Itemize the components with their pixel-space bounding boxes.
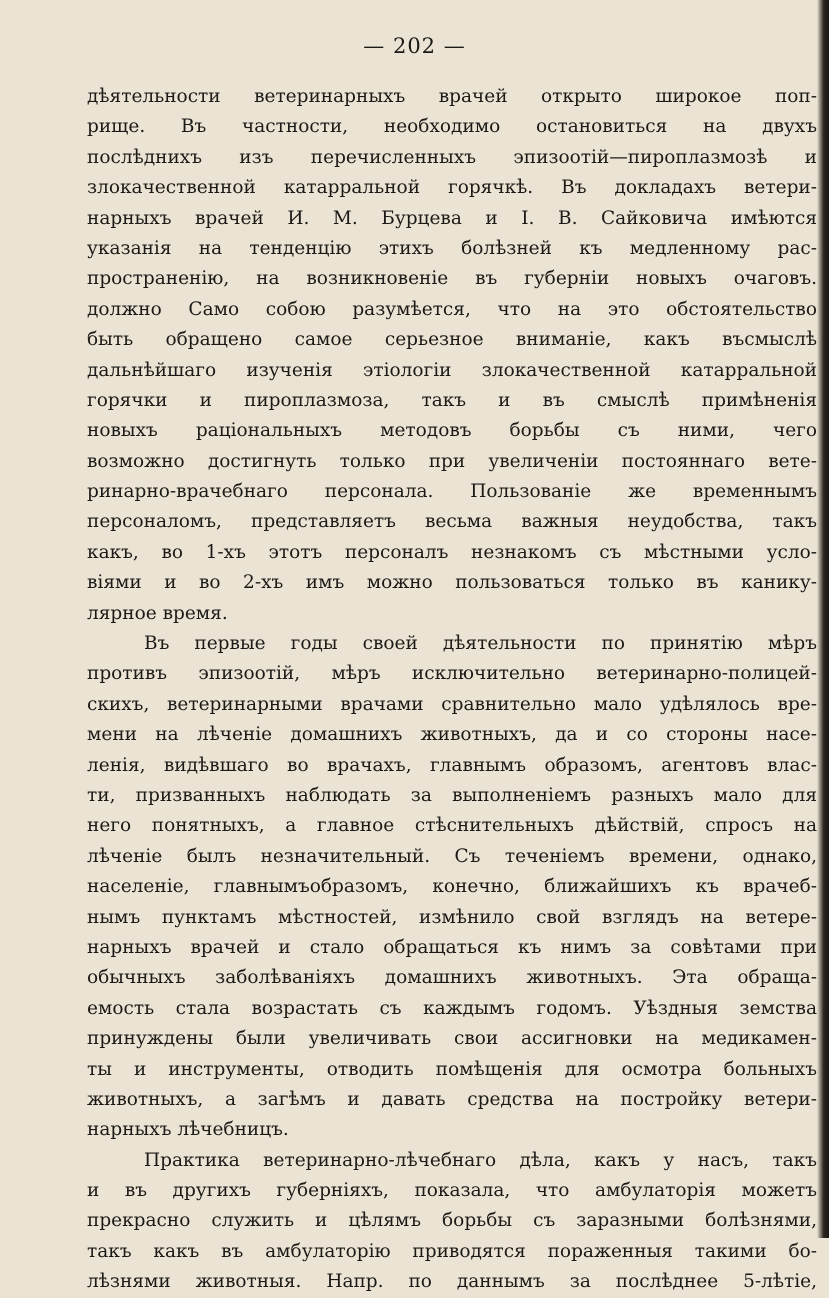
text-line: віями и во 2-хъ имъ можно пользоваться только въ канику- <box>87 572 817 594</box>
text-line: нарныхъ лѣчебницъ. <box>87 1119 289 1141</box>
text-line: лѣзнями животныя. Напр. по даннымъ за послѣднее 5-лѣтіе, <box>87 1271 817 1293</box>
text-line: емость стала возрастать съ каждымъ годомъ. Уѣздныя земства <box>87 997 817 1019</box>
text-line: противъ эпизоотій, мѣръ исключительно ветеринарно-полицей- <box>87 663 817 685</box>
text-line: ринарно-врачебнаго персонала. Пользованіе же временнымъ <box>87 481 817 503</box>
text-line: и въ другихъ губерніяхъ, показала, что амбулаторія можетъ <box>87 1180 817 1202</box>
text-line: мени на лѣченіе домашнихъ животныхъ, да и со стороны насе- <box>87 724 817 746</box>
text-line: возможно достигнуть только при увеличеніи постояннаго вете- <box>87 450 817 472</box>
text-line: дальнѣйшаго изученія этіологіи злокачественной катарральной <box>87 359 817 381</box>
text-line: обычныхъ заболѣваніяхъ домашнихъ животныхъ. Эта обраща- <box>87 967 817 989</box>
text-line: указанія на тенденцію этихъ болѣзней къ медленному рас- <box>87 237 817 259</box>
text-line: злокачественной катарральной горячкѣ. Въ докладахъ ветери- <box>87 177 817 199</box>
text-line: персоналомъ, представляетъ весьма важныя неудобства, такъ <box>87 511 817 533</box>
text-line: Практика ветеринарно-лѣчебнаго дѣла, какъ у насъ, такъ <box>144 1149 817 1171</box>
paragraph <box>87 1146 817 1298</box>
paragraph <box>87 629 817 1146</box>
text-line: населеніе, главнымъобразомъ, конечно, ближайшихъ къ врачеб- <box>87 876 817 898</box>
text-line: лярное время. <box>87 602 228 624</box>
text-line: какъ, во 1-хъ этотъ персоналъ незнакомъ съ мѣстными усло- <box>87 541 817 563</box>
text-line: скихъ, ветеринарными врачами сравнительно мало удѣлялось вре- <box>87 693 817 715</box>
text-line: ты и инструменты, отводить помѣщенія для осмотра больныхъ <box>87 1058 817 1080</box>
page-edge-shadow <box>817 0 829 1238</box>
text-line: горячки и пироплазмоза, такъ и въ смыслѣ примѣненія <box>87 389 817 411</box>
text-line: Въ первые годы своей дѣятельности по принятію мѣръ <box>144 633 817 655</box>
page-number: — 202 — <box>363 34 466 58</box>
text-line: быть обращено самое серьезное вниманіе, какъ въсмыслѣ <box>87 329 817 351</box>
paragraph <box>87 82 817 629</box>
text-line: пространенію, на возникновеніе въ губерніи новыхъ очаговъ. <box>87 268 817 290</box>
text-line: дѣятельности ветеринарныхъ врачей открыто широкое поп- <box>87 86 817 107</box>
text-line: рище. Въ частности, необходимо остановиться на двухъ <box>87 116 817 138</box>
text-line: животныхъ, а загѣмъ и давать средства на постройку ветери- <box>87 1088 817 1110</box>
text-line: послѣднихъ изъ перечисленныхъ эпизоотій—пироплазмозѣ и <box>87 146 817 168</box>
text-line: лѣченіе былъ незначительный. Съ теченіемъ времени, однако, <box>87 845 817 867</box>
text-line: нымъ пунктамъ мѣстностей, измѣнило свой взглядъ на ветере- <box>87 906 817 928</box>
text-line: ти, призванныхъ наблюдать за выполненіемъ разныхъ мало для <box>87 784 817 806</box>
body-text <box>87 82 817 1298</box>
text-line: нарныхъ врачей И. М. Бурцева и I. В. Сайковича имѣются <box>87 207 817 229</box>
text-line: него понятныхъ, а главное стѣснительныхъ дѣйствій, спросъ на <box>87 815 817 837</box>
text-line: нарныхъ врачей и стало обращаться къ нимъ за совѣтами при <box>87 936 817 958</box>
text-line: такъ какъ въ амбулаторію приводятся пораженныя такими бо- <box>87 1240 817 1262</box>
text-line: должно Само собою разумѣется, что на это обстоятельство <box>87 298 817 320</box>
text-line: принуждены были увеличивать свои ассигновки на медикамен- <box>87 1028 817 1050</box>
text-line: ленія, видѣвшаго во врачахъ, главнымъ образомъ, агентовъ влас- <box>87 754 817 776</box>
text-line: новыхъ раціональныхъ методовъ борьбы съ ними, чего <box>87 420 817 442</box>
text-line: прекрасно служить и цѣлямъ борьбы съ заразными болѣзнями, <box>87 1210 817 1232</box>
